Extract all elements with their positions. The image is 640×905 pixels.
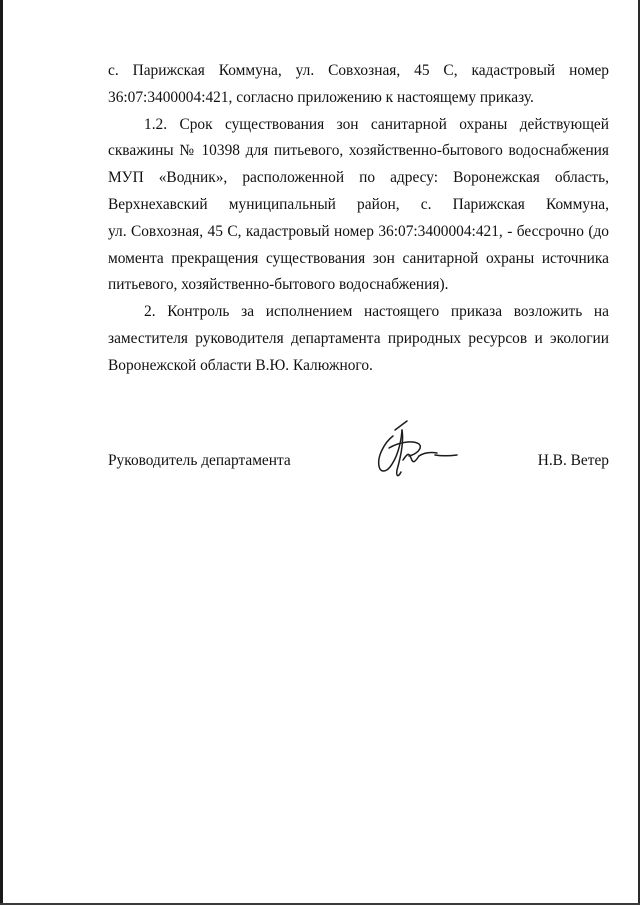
paragraph-2-first-line: 2. Контроль за исполнением настоящего приказа возложить на — [144, 303, 609, 321]
document-body — [108, 58, 609, 380]
text-line: с. Парижская Коммуна, ул. Совхозная, 45 С, кадастровый номер — [108, 62, 609, 79]
paragraph-1-2-first-line: 1.2. Срок существования зон санитарной охраны действующей — [144, 115, 609, 133]
position-title: Руководитель департамента — [108, 452, 291, 469]
scan-edge-left — [0, 0, 3, 905]
text-line: Верхнехавский муниципальный район, с. Парижская Коммуна, — [108, 195, 609, 213]
text-line: Воронежской области В.Ю. Калюжного. — [108, 356, 373, 374]
text-line: 36:07:3400004:421, согласно приложению к настоящему приказу. — [108, 88, 534, 106]
text-line: скважины № 10398 для питьевого, хозяйственно-бытового водоснабжения — [108, 142, 609, 160]
handwritten-signature — [371, 418, 461, 490]
text-line: питьевого, хозяйственно-бытового водоснабжения). — [108, 276, 449, 294]
text-line: заместителя руководителя департамента природных ресурсов и экологии — [108, 329, 609, 347]
text-line: МУП «Водник», расположенной по адресу: Воронежская область, — [108, 169, 609, 187]
text-line: ул. Совхозная, 45 С, кадастровый номер 36:07:3400004:421, - бессрочно (до — [108, 222, 609, 240]
text-line: момента прекращения существования зон санитарной охраны источника — [108, 249, 609, 267]
signer-name: Н.В. Ветер — [537, 452, 609, 469]
signature-block — [108, 448, 609, 488]
